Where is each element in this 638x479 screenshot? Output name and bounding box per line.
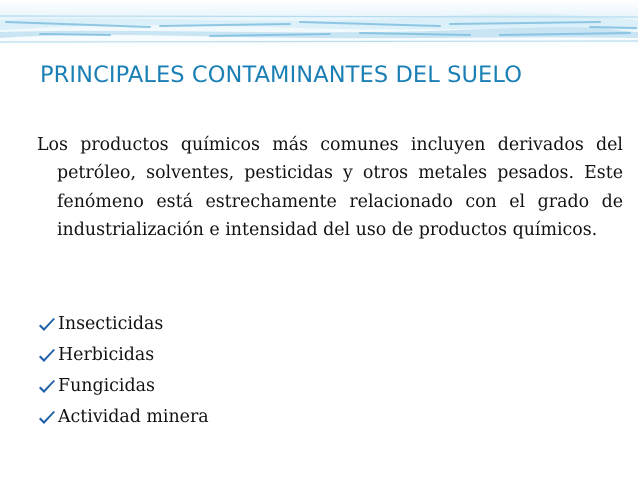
list-item-label: Fungicidas	[58, 376, 155, 396]
checkmark-icon	[37, 377, 57, 397]
list-item	[37, 371, 209, 402]
bullet-list	[37, 309, 209, 433]
body-paragraph: Los productos químicos más comunes incluyen derivados del petróleo, solventes, pesticidas y otros metales pesados. Este fenómeno está estrechamente relacionado con el grado de industrialización e intensidad del uso de productos químicos.	[37, 135, 623, 241]
list-item-label: Actividad minera	[58, 407, 209, 427]
checkmark-icon	[37, 408, 57, 428]
checkmark-icon	[37, 315, 57, 335]
list-item	[37, 309, 209, 340]
list-item	[37, 402, 209, 433]
decorative-header-band	[0, 0, 638, 50]
list-item-label: Herbicidas	[58, 345, 155, 365]
list-item-label: Insecticidas	[58, 314, 164, 334]
slide-title: PRINCIPALES CONTAMINANTES DEL SUELO	[40, 62, 522, 88]
list-item	[37, 340, 209, 371]
checkmark-icon	[37, 346, 57, 366]
